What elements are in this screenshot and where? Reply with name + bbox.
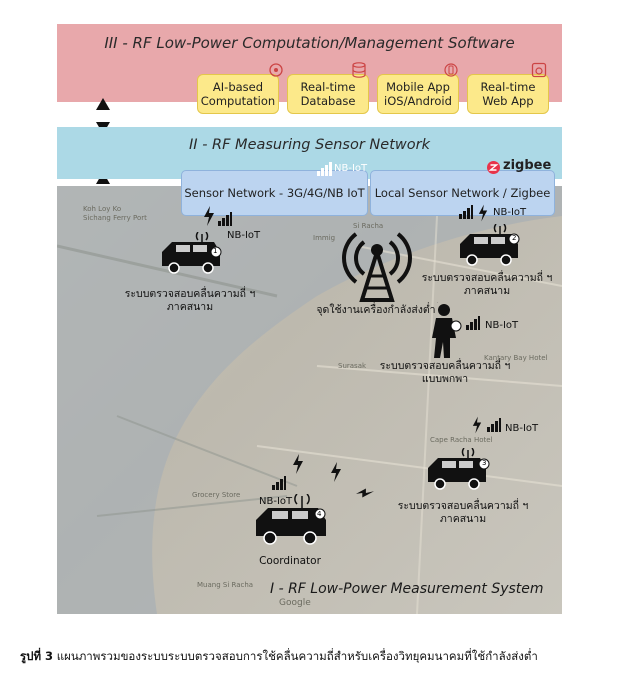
zigbee-icon [487,161,500,174]
mobile-icon [444,62,458,78]
lightning-icon [356,487,374,499]
map-label: Immig [313,234,336,242]
sensor-network-box: Sensor Network - 3G/4G/NB IoT [181,170,368,216]
radio-tower-icon [338,224,416,302]
map-label: Google [279,598,311,608]
portable-label: ระบบตรวจสอบคลื่นความถี่ ฯ แบบพกพา [379,360,511,385]
mobile-app-box: Mobile App iOS/Android [377,74,459,114]
map-label: Sichang Ferry Port [83,214,147,222]
map-label: Grocery Store [192,491,241,499]
signal-bars-icon [466,316,480,330]
nbiot-label: NB-IoT [493,207,527,218]
database-icon [352,62,366,78]
signal-bars-icon [316,160,332,176]
node-number: 1 [213,247,218,255]
map-label: Kantary Bay Hotel [484,354,548,362]
nbiot-label: NB-IoT [259,496,293,507]
lightning-icon [203,206,215,226]
signal-bars-icon [218,212,232,226]
zigbee-label: zigbee [503,158,552,173]
nbiot-label: NB-IoT [505,423,539,434]
layer3-title: III - RF Low-Power Computation/Management Software [104,34,515,52]
web-icon [531,62,547,78]
realtime-database-box: Real-time Database [287,74,369,114]
vehicle-2-icon [456,224,524,268]
node-3-label: ระบบตรวจสอบคลื่นความถี่ ฯ ภาคสนาม [397,500,529,525]
layer2-title: II - RF Measuring Sensor Network [189,137,430,153]
caption-text: แผนภาพรวมของระบบระบบตรวจสอบการใช้คลื่นความถี่สำหรับเครื่องวิทยุคมนาคมที่ใช้กำลังส่งต่ำ [53,649,538,663]
map-label: Cape Racha Hotel [430,436,493,444]
lightning-icon [472,416,482,434]
nbiot-label: NB-IoT [485,320,519,331]
map-label: Surasak [338,362,367,370]
web-app-box: Real-time Web App [467,74,549,114]
lightning-icon [478,204,488,222]
layer1-title: I - RF Low-Power Measurement System [270,581,544,597]
signal-bars-icon [487,418,501,432]
nbiot-label: NB-IoT [334,163,368,174]
map-label: Muang Si Racha [197,581,254,589]
vehicle-3-icon [424,448,492,492]
nbiot-label: NB-IoT [227,230,261,241]
signal-bars-icon [272,476,286,490]
ai-icon [268,62,284,78]
lightning-icon [330,462,342,482]
node-number: 2 [512,234,517,242]
portable-operator-icon [428,302,464,358]
figure-caption [20,648,620,666]
node-number: 3 [482,459,487,467]
node-2-label: ระบบตรวจสอบคลื่นความถี่ ฯ ภาคสนาม [421,272,553,297]
local-sensor-network-box: Local Sensor Network / Zigbee [370,170,555,216]
signal-bars-icon [459,205,473,219]
coordinator-label: Coordinator [259,555,321,567]
lightning-icon [292,454,304,474]
caption-prefix: รูปที่ 3 [20,649,54,663]
map-label: Koh Loy Ko [83,205,122,213]
tower-label: จุดใช้งานเครื่องกำลังส่งต่ำ [316,304,436,316]
node-1-label: ระบบตรวจสอบคลื่นความถี่ ฯ ภาคสนาม [124,288,256,313]
ai-computation-box: AI-based Computation [197,74,279,114]
node-number: 4 [317,510,322,518]
map-label: Si Racha [353,222,384,230]
